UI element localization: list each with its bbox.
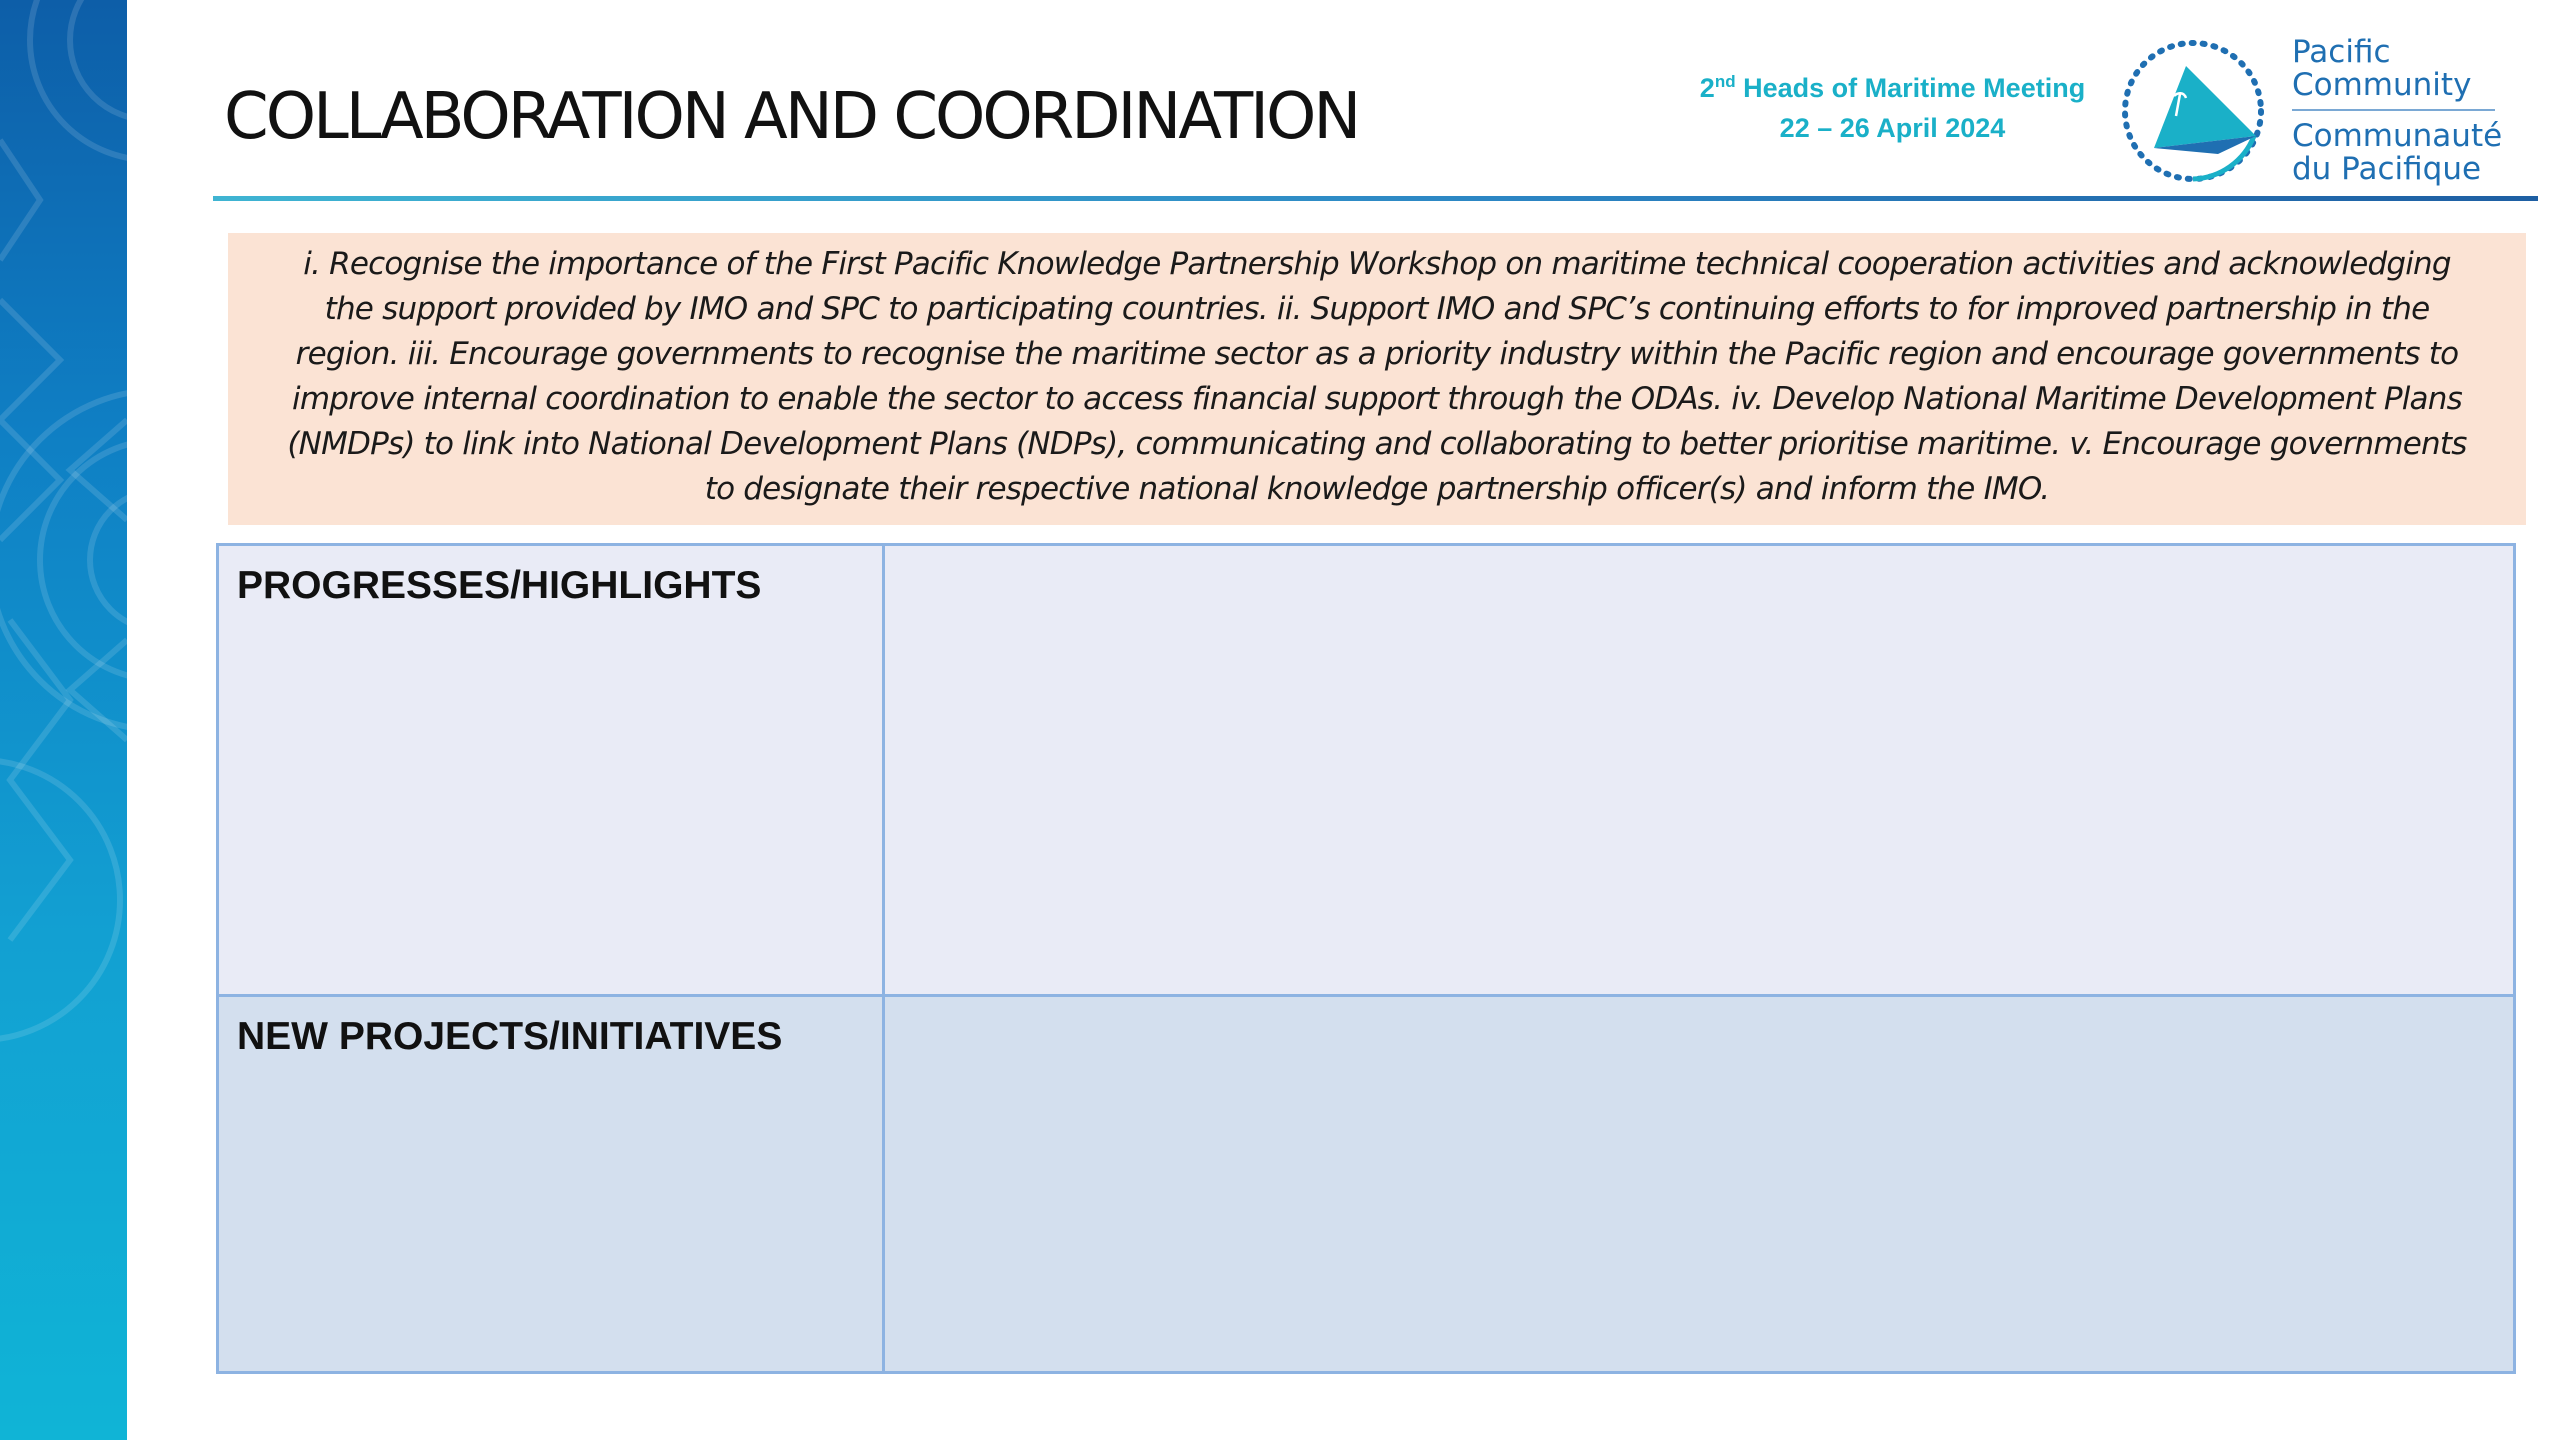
slide-title: COLLABORATION AND COORDINATION [224, 80, 1359, 154]
status-table [216, 543, 2516, 1374]
meeting-ordinal-number: 2 [1699, 73, 1715, 103]
table-row-progresses [218, 545, 2515, 996]
progresses-label-cell [218, 545, 884, 996]
recommendation-line: region. iii. Encourage governments to recognise the maritime sector as a priority industry within the Pacific region and encourage governments to [295, 336, 2459, 372]
meeting-info [1655, 68, 2130, 148]
logo-name-en-line1: Pacific [2292, 34, 2391, 70]
meeting-name-line [1655, 68, 2130, 108]
logo-name-en-line2: Community [2292, 67, 2472, 103]
recommendation-line: i. Recognise the importance of the First Pacific Knowledge Partnership Workshop on maritime technical cooperation activities and acknowledging [303, 246, 2451, 282]
side-band-pattern [0, 0, 127, 1440]
meeting-dates: 22 – 26 April 2024 [1779, 113, 2006, 143]
new-projects-initiatives-label: NEW PROJECTS/INITIATIVES [237, 1015, 783, 1058]
logo-divider [2292, 109, 2495, 111]
recommendation-line: (NMDPs) to link into National Development Plans (NDPs), communicating and collaborating to better prioritise maritime. v. Encourage governments [287, 426, 2467, 462]
recommendation-line: the support provided by IMO and SPC to participating countries. ii. Support IMO and SPC’s continuing efforts to for improved partnership in the [324, 291, 2430, 327]
new-projects-content-cell [884, 996, 2515, 1373]
recommendation-line: to designate their respective national knowledge partnership officer(s) and inform the IMO. [704, 471, 2050, 507]
new-projects-label-cell [218, 996, 884, 1373]
meeting-ordinal-suffix: nd [1714, 72, 1736, 91]
header-divider [213, 196, 2538, 201]
pacific-community-logo-text [2292, 34, 2503, 187]
recommendation-text-box [228, 233, 2526, 525]
logo-name-fr-line1: Communauté [2292, 118, 2503, 154]
logo-name-fr-line2: du Pacifique [2292, 151, 2482, 187]
table-row-new-projects [218, 996, 2515, 1373]
decorative-side-band [0, 0, 127, 1440]
progresses-content-cell [884, 545, 2515, 996]
meeting-name: Heads of Maritime Meeting [1743, 73, 2086, 103]
recommendation-line: improve internal coordination to enable the sector to access financial support through the ODAs. iv. Develop National Maritime Development Plans [292, 381, 2462, 417]
pacific-community-emblem-icon [2118, 36, 2268, 191]
progresses-highlights-label: PROGRESSES/HIGHLIGHTS [237, 564, 762, 607]
